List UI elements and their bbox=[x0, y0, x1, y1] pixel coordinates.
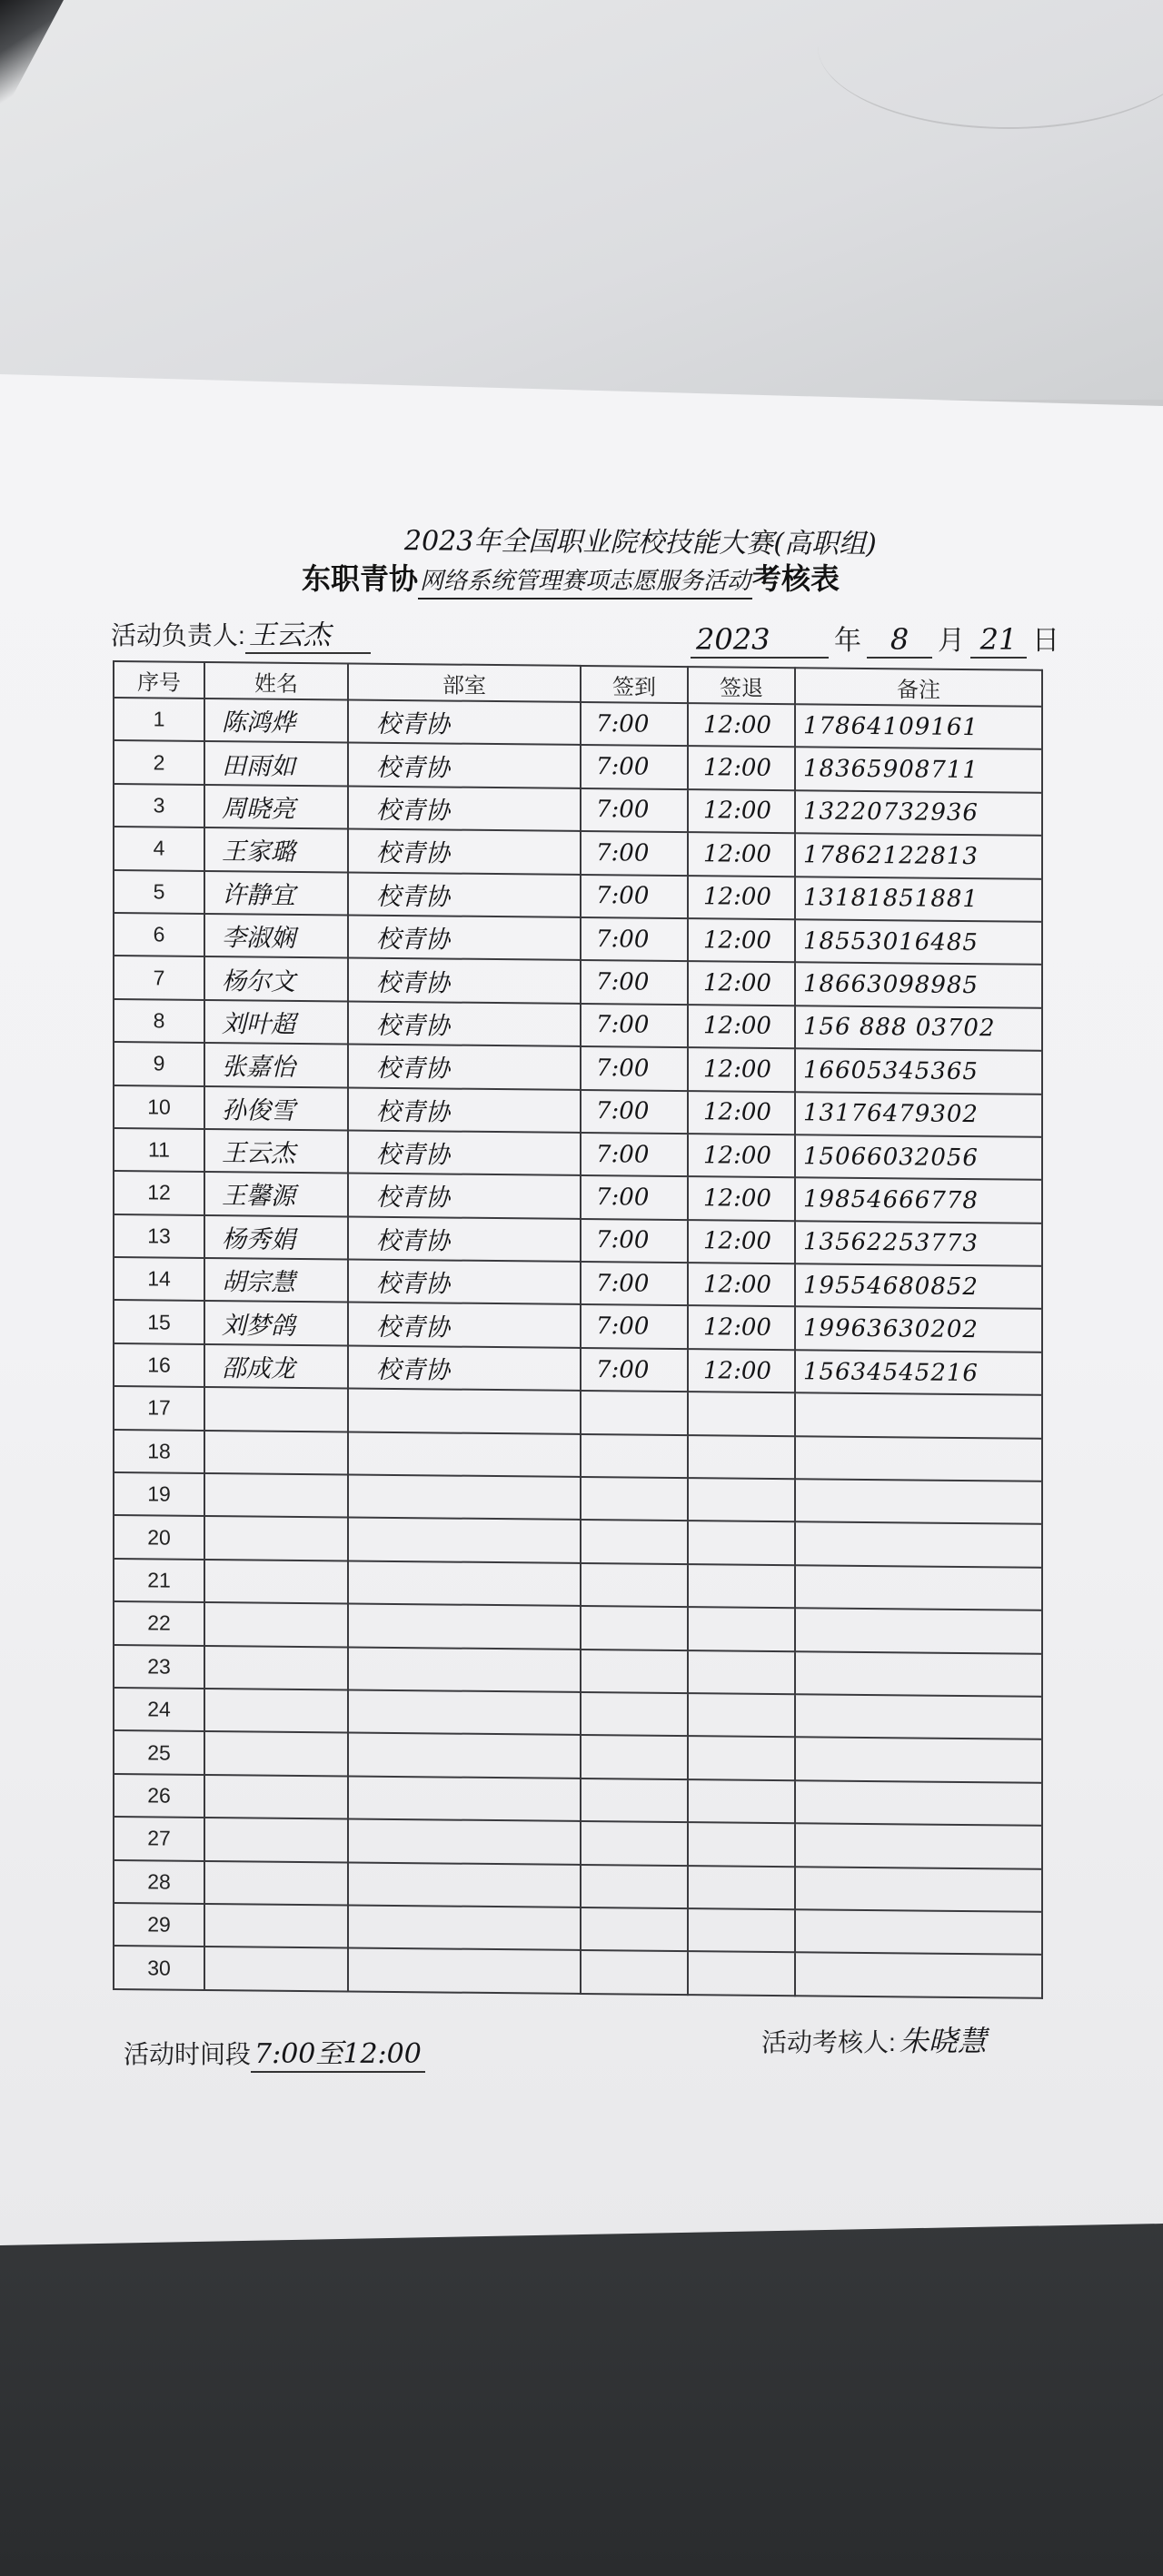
cell-name: 邵成龙 bbox=[204, 1344, 348, 1389]
date-day: 21 bbox=[970, 622, 1027, 659]
cell-note: 13220732936 bbox=[795, 790, 1042, 836]
date-year-label: 年 bbox=[834, 626, 861, 656]
form-title-line1: 2023年全国职业院校技能大赛(高职组) bbox=[403, 525, 877, 560]
date-month-label: 月 bbox=[938, 626, 965, 656]
cell-note: 15066032056 bbox=[795, 1134, 1042, 1180]
cell-sign-in bbox=[581, 1477, 688, 1521]
cell-dept: 校青协 bbox=[348, 786, 581, 831]
cell-sign-in bbox=[581, 1391, 688, 1435]
cell-sign-in bbox=[581, 1778, 688, 1823]
cell-note: 18365908711 bbox=[795, 748, 1042, 793]
cell-dept bbox=[348, 1948, 581, 1994]
cell-sign-out: 12:00 bbox=[688, 876, 795, 920]
cell-no: 8 bbox=[114, 999, 204, 1043]
cell-sign-out bbox=[688, 1908, 795, 1953]
cell-dept bbox=[348, 1475, 581, 1521]
cell-sign-in bbox=[581, 1606, 688, 1650]
cell-sign-out: 12:00 bbox=[688, 1306, 795, 1351]
cell-name bbox=[204, 1516, 348, 1560]
cell-note: 18663098985 bbox=[795, 963, 1042, 1008]
cell-note bbox=[795, 1823, 1042, 1868]
cell-no: 30 bbox=[114, 1946, 204, 1989]
cell-no: 7 bbox=[114, 956, 204, 999]
cell-sign-in bbox=[581, 1907, 688, 1952]
header-note: 备注 bbox=[795, 668, 1042, 707]
cell-sign-out: 12:00 bbox=[688, 1047, 795, 1092]
desk-corner-shadow bbox=[0, 0, 64, 136]
cell-name: 田雨如 bbox=[204, 741, 348, 786]
cell-note bbox=[795, 1608, 1042, 1653]
form-date bbox=[691, 618, 1059, 659]
cell-name: 杨秀娟 bbox=[204, 1215, 348, 1260]
cell-sign-in bbox=[581, 1692, 688, 1737]
cell-name: 胡宗慧 bbox=[204, 1258, 348, 1303]
cell-dept bbox=[348, 1604, 581, 1650]
cell-no: 16 bbox=[114, 1343, 204, 1387]
cell-note bbox=[795, 1867, 1042, 1912]
cell-name bbox=[204, 1818, 348, 1862]
cell-dept: 校青协 bbox=[348, 1045, 581, 1090]
cell-no: 3 bbox=[114, 784, 204, 827]
cell-sign-in: 7:00 bbox=[581, 917, 688, 962]
cell-sign-in: 7:00 bbox=[581, 1089, 688, 1134]
cell-name bbox=[204, 1904, 348, 1948]
cell-dept bbox=[348, 1389, 581, 1434]
cell-sign-out bbox=[688, 1693, 795, 1738]
cell-sign-out: 12:00 bbox=[688, 789, 795, 834]
cell-sign-in: 7:00 bbox=[581, 960, 688, 1005]
title-prefix: 东职青协 bbox=[302, 562, 419, 595]
cell-no: 12 bbox=[114, 1171, 204, 1214]
cell-dept bbox=[348, 1560, 581, 1606]
form-title bbox=[302, 556, 840, 599]
cell-name: 周晓亮 bbox=[204, 785, 348, 829]
cell-no: 27 bbox=[114, 1817, 204, 1860]
cell-no: 18 bbox=[114, 1430, 204, 1473]
header-sign-out: 签退 bbox=[688, 667, 795, 704]
cell-no: 13 bbox=[114, 1214, 204, 1258]
cell-sign-out: 12:00 bbox=[688, 1220, 795, 1264]
cell-name: 王馨源 bbox=[204, 1172, 348, 1216]
header-name: 姓名 bbox=[204, 662, 348, 700]
cell-name bbox=[204, 1431, 348, 1475]
cell-sign-in: 7:00 bbox=[581, 1004, 688, 1048]
cell-note: 19554680852 bbox=[795, 1263, 1042, 1309]
cell-name: 刘叶超 bbox=[204, 1000, 348, 1045]
cell-dept: 校青协 bbox=[348, 958, 581, 1004]
cell-note: 13176479302 bbox=[795, 1092, 1042, 1137]
cell-sign-in: 7:00 bbox=[581, 875, 688, 919]
activity-period bbox=[124, 2031, 425, 2073]
cell-no: 26 bbox=[114, 1774, 204, 1818]
cell-sign-out bbox=[688, 1392, 795, 1436]
cell-name bbox=[204, 1731, 348, 1776]
cell-sign-in: 7:00 bbox=[581, 1046, 688, 1091]
cell-sign-out bbox=[688, 1866, 795, 1910]
cell-note bbox=[795, 1738, 1042, 1783]
cell-name: 杨尔文 bbox=[204, 956, 348, 1001]
cell-dept: 校青协 bbox=[348, 915, 581, 960]
cell-sign-out: 12:00 bbox=[688, 1176, 795, 1221]
cell-no: 10 bbox=[114, 1085, 204, 1129]
cell-no: 14 bbox=[114, 1257, 204, 1301]
cell-dept bbox=[348, 1819, 581, 1865]
cell-sign-out bbox=[688, 1822, 795, 1867]
cell-name: 陈鸿烨 bbox=[204, 698, 348, 743]
header-dept: 部室 bbox=[348, 663, 581, 701]
cell-sign-out: 12:00 bbox=[688, 1263, 795, 1307]
cell-note: 156 888 03702 bbox=[795, 1006, 1042, 1051]
cell-name: 王家璐 bbox=[204, 827, 348, 872]
cell-name: 王云杰 bbox=[204, 1129, 348, 1174]
cell-name: 孙俊雪 bbox=[204, 1085, 348, 1130]
table-body bbox=[114, 698, 1042, 1998]
cell-sign-in: 7:00 bbox=[581, 1175, 688, 1220]
cell-name: 刘梦鸽 bbox=[204, 1301, 348, 1345]
cell-dept: 校青协 bbox=[348, 829, 581, 875]
cell-no: 1 bbox=[114, 698, 204, 741]
leader-value: 王云杰 bbox=[245, 612, 371, 654]
cell-no: 29 bbox=[114, 1903, 204, 1947]
cell-sign-in: 7:00 bbox=[581, 788, 688, 833]
cell-sign-in bbox=[581, 1563, 688, 1608]
cell-dept: 校青协 bbox=[348, 1001, 581, 1046]
cell-sign-out bbox=[688, 1650, 795, 1695]
desk-surface bbox=[0, 0, 1163, 400]
cell-dept bbox=[348, 1432, 581, 1477]
cell-name: 李淑娴 bbox=[204, 914, 348, 958]
cell-no: 19 bbox=[114, 1472, 204, 1516]
cell-sign-in: 7:00 bbox=[581, 1304, 688, 1349]
cell-name bbox=[204, 1947, 348, 1991]
activity-reviewer bbox=[761, 2018, 987, 2060]
cell-dept: 校青协 bbox=[348, 1260, 581, 1305]
cell-sign-out bbox=[688, 1521, 795, 1565]
cell-note: 19963630202 bbox=[795, 1307, 1042, 1352]
cell-dept: 校青协 bbox=[348, 1345, 581, 1391]
cell-sign-out bbox=[688, 1779, 795, 1824]
cell-no: 2 bbox=[114, 740, 204, 784]
cell-note: 13181851881 bbox=[795, 877, 1042, 922]
cell-name bbox=[204, 1861, 348, 1906]
cell-note bbox=[795, 1565, 1042, 1610]
date-month: 8 bbox=[867, 622, 932, 659]
cell-sign-out bbox=[688, 1607, 795, 1651]
cell-sign-out bbox=[688, 1478, 795, 1522]
activity-leader bbox=[111, 612, 371, 654]
period-value: 7:00至12:00 bbox=[251, 2031, 425, 2073]
cell-sign-out: 12:00 bbox=[688, 1005, 795, 1049]
cell-dept bbox=[348, 1862, 581, 1907]
cell-dept: 校青协 bbox=[348, 1174, 581, 1219]
cell-no: 11 bbox=[114, 1128, 204, 1172]
cell-note bbox=[795, 1953, 1042, 1998]
cell-no: 24 bbox=[114, 1688, 204, 1731]
cell-sign-in bbox=[581, 1864, 688, 1908]
title-handwritten: 网络系统管理赛项志愿服务活动 bbox=[418, 562, 752, 599]
cell-note: 17862122813 bbox=[795, 833, 1042, 878]
cell-sign-out: 12:00 bbox=[688, 1134, 795, 1178]
cell-dept: 校青协 bbox=[348, 1303, 581, 1348]
reviewer-label: 活动考核人: bbox=[761, 2028, 896, 2056]
cell-no: 4 bbox=[114, 827, 204, 870]
cell-dept bbox=[348, 1733, 581, 1778]
cell-note bbox=[795, 1522, 1042, 1568]
cell-no: 22 bbox=[114, 1601, 204, 1645]
cell-name bbox=[204, 1387, 348, 1432]
cell-sign-in: 7:00 bbox=[581, 745, 688, 789]
cell-sign-out: 12:00 bbox=[688, 832, 795, 877]
header-sign-in: 签到 bbox=[581, 666, 688, 703]
cell-sign-out: 12:00 bbox=[688, 703, 795, 748]
cell-sign-in bbox=[581, 1950, 688, 1995]
cell-no: 5 bbox=[114, 870, 204, 914]
cell-note: 18553016485 bbox=[795, 919, 1042, 965]
cell-sign-in bbox=[581, 1520, 688, 1564]
cell-sign-in: 7:00 bbox=[581, 1348, 688, 1392]
cell-sign-in: 7:00 bbox=[581, 1133, 688, 1177]
table-row bbox=[114, 1946, 1042, 1997]
cell-sign-out: 12:00 bbox=[688, 918, 795, 963]
header-no: 序号 bbox=[114, 661, 204, 698]
cell-sign-in bbox=[581, 1650, 688, 1694]
cell-sign-in bbox=[581, 1821, 688, 1866]
period-label: 活动时间段 bbox=[124, 2040, 252, 2068]
cell-dept bbox=[348, 1905, 581, 1950]
cell-note: 13562253773 bbox=[795, 1221, 1042, 1266]
cell-name bbox=[204, 1560, 348, 1604]
cell-sign-in: 7:00 bbox=[581, 1262, 688, 1306]
cell-name: 许静宜 bbox=[204, 871, 348, 916]
cell-sign-out: 12:00 bbox=[688, 1091, 795, 1135]
cell-dept bbox=[348, 1776, 581, 1821]
cell-sign-out: 12:00 bbox=[688, 961, 795, 1006]
cell-no: 25 bbox=[114, 1730, 204, 1774]
cell-sign-out bbox=[688, 1736, 795, 1780]
cell-note bbox=[795, 1392, 1042, 1438]
cell-dept: 校青协 bbox=[348, 1087, 581, 1133]
cell-dept: 校青协 bbox=[348, 1216, 581, 1262]
cell-note: 19854666778 bbox=[795, 1178, 1042, 1224]
cell-no: 17 bbox=[114, 1386, 204, 1430]
cell-sign-out bbox=[688, 1435, 795, 1480]
title-suffix: 考核表 bbox=[752, 562, 840, 595]
desk-edge-curve bbox=[818, 0, 1163, 129]
cell-note bbox=[795, 1651, 1042, 1697]
cell-sign-in: 7:00 bbox=[581, 702, 688, 747]
cell-dept bbox=[348, 1647, 581, 1692]
cell-sign-in bbox=[581, 1434, 688, 1479]
cell-dept: 校青协 bbox=[348, 1130, 581, 1175]
attendance-table bbox=[113, 660, 1043, 1999]
cell-name bbox=[204, 1646, 348, 1690]
cell-no: 6 bbox=[114, 913, 204, 956]
cell-no: 15 bbox=[114, 1300, 204, 1343]
cell-note bbox=[795, 1694, 1042, 1739]
cell-no: 23 bbox=[114, 1645, 204, 1689]
date-year: 2023 bbox=[691, 622, 829, 659]
cell-no: 20 bbox=[114, 1515, 204, 1559]
cell-note: 17864109161 bbox=[795, 704, 1042, 749]
cell-sign-in: 7:00 bbox=[581, 831, 688, 876]
cell-note: 15634545216 bbox=[795, 1350, 1042, 1395]
cell-sign-out: 12:00 bbox=[688, 1349, 795, 1393]
cell-note: 16605345365 bbox=[795, 1048, 1042, 1094]
cell-note bbox=[795, 1479, 1042, 1524]
cell-name: 张嘉怡 bbox=[204, 1043, 348, 1087]
date-day-label: 日 bbox=[1032, 626, 1059, 656]
cell-note bbox=[795, 1909, 1042, 1955]
cell-sign-out: 12:00 bbox=[688, 746, 795, 790]
cell-note bbox=[795, 1436, 1042, 1481]
cell-sign-in bbox=[581, 1735, 688, 1779]
cell-name bbox=[204, 1775, 348, 1819]
cell-dept: 校青协 bbox=[348, 743, 581, 788]
cell-dept bbox=[348, 1518, 581, 1563]
cell-sign-out bbox=[688, 1951, 795, 1996]
cell-name bbox=[204, 1689, 348, 1733]
cell-no: 9 bbox=[114, 1042, 204, 1085]
cell-no: 21 bbox=[114, 1559, 204, 1602]
cell-no: 28 bbox=[114, 1860, 204, 1904]
cell-name bbox=[204, 1602, 348, 1647]
cell-sign-in: 7:00 bbox=[581, 1219, 688, 1263]
cell-name bbox=[204, 1473, 348, 1518]
leader-label: 活动负责人: bbox=[111, 621, 245, 649]
cell-note bbox=[795, 1780, 1042, 1826]
cell-dept bbox=[348, 1689, 581, 1735]
cell-dept: 校青协 bbox=[348, 699, 581, 745]
cell-dept: 校青协 bbox=[348, 872, 581, 917]
cell-sign-out bbox=[688, 1564, 795, 1609]
attendance-table-wrap bbox=[113, 660, 1041, 1999]
reviewer-signature: 朱晓慧 bbox=[899, 2024, 987, 2058]
